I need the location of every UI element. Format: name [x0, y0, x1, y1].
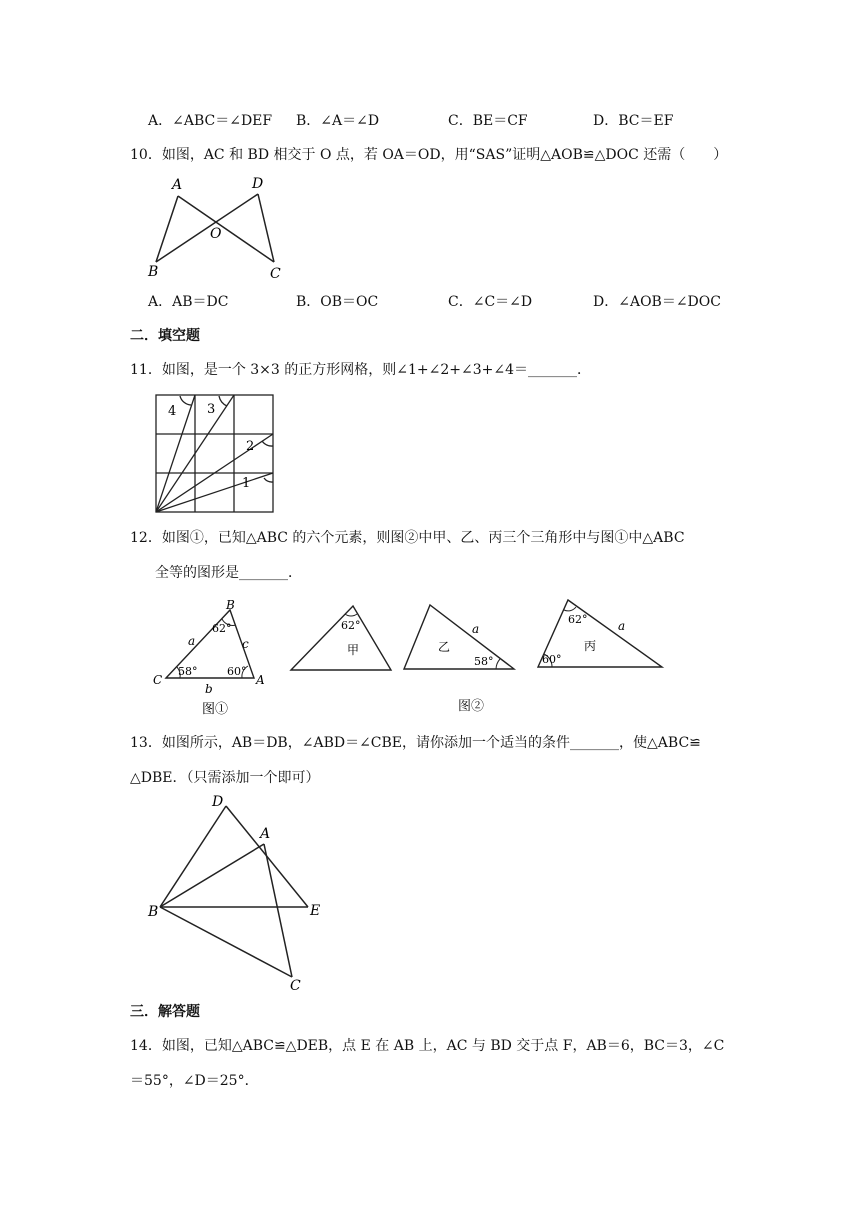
- q11-angle-3: 3: [207, 402, 216, 417]
- q12-figure-1: [150, 598, 270, 718]
- fig1-angle-c: 58°: [178, 665, 198, 678]
- q10-label-b: B: [148, 264, 159, 280]
- fig1-caption: 图①: [202, 702, 229, 717]
- section-3-title: 三．解答题: [130, 1004, 200, 1020]
- q12-triangle-jia: [285, 600, 395, 675]
- fig1-label-c: C: [153, 673, 163, 687]
- bing-name: 丙: [584, 639, 597, 653]
- q10-figure: [140, 172, 300, 282]
- q10-option-a: A．AB＝DC: [148, 294, 229, 310]
- jia-name: 甲: [347, 643, 360, 657]
- q12-triangle-bing: [532, 596, 667, 671]
- yi-name: 乙: [438, 640, 451, 654]
- yi-angle: 58°: [474, 655, 494, 668]
- q10-option-b: B．OB＝OC: [296, 294, 379, 310]
- yi-side-a: a: [472, 622, 480, 636]
- q13-label-a: A: [260, 826, 271, 842]
- fig1-side-c: c: [242, 637, 249, 651]
- q11-angle-4: 4: [168, 404, 177, 419]
- q11-grid-figure: [150, 390, 280, 515]
- q14-stem-line1: 14．如图，已知△ABC≌△DEB，点 E 在 AB 上，AC 与 BD 交于点 F，AB＝6，BC＝3，∠C: [130, 1038, 725, 1054]
- bing-angle-left: 60°: [542, 653, 562, 666]
- q10-stem: 10．如图，AC 和 BD 相交于 O 点，若 OA＝OD，用“SAS”证明△AOB≌△DOC 还需（ ）: [130, 147, 728, 163]
- jia-angle: 62°: [341, 619, 361, 632]
- q9-option-d: D．BC＝EF: [593, 113, 674, 129]
- q10-label-o: O: [210, 226, 222, 242]
- q13-figure: [140, 792, 340, 992]
- q13-label-d: D: [212, 794, 224, 810]
- fig1-label-a: A: [256, 673, 265, 687]
- q11-stem: 11．如图，是一个 3×3 的正方形网格，则∠1+∠2+∠3+∠4＝_______．: [130, 362, 592, 378]
- q13-label-e: E: [310, 903, 321, 919]
- q12-triangle-yi: [398, 598, 518, 673]
- q13-label-b: B: [148, 904, 159, 920]
- q11-angle-2: 2: [246, 439, 255, 454]
- q12-stem-line1: 12．如图①，已知△ABC 的六个元素，则图②中甲、乙、丙三个三角形中与图①中△ABC: [130, 530, 685, 546]
- bing-side-a: a: [618, 619, 626, 633]
- q12-stem-line2: 全等的图形是_______．: [155, 565, 302, 581]
- q11-angle-1: 1: [242, 476, 251, 491]
- q10-label-c: C: [270, 266, 281, 282]
- q10-option-c: C．∠C＝∠D: [448, 294, 533, 310]
- fig1-label-b: B: [226, 598, 235, 612]
- q13-label-c: C: [290, 978, 301, 994]
- fig1-angle-a: 60°: [227, 665, 247, 678]
- q13-stem-line1: 13．如图所示，AB＝DB，∠ABD＝∠CBE，请你添加一个适当的条件_______，使△ABC≌: [130, 735, 701, 751]
- q9-option-c: C．BE＝CF: [448, 113, 528, 129]
- q9-option-b: B．∠A＝∠D: [296, 113, 380, 129]
- q14-stem-line2: ＝55°，∠D＝25°．: [130, 1073, 259, 1089]
- q10-label-a: A: [172, 177, 183, 193]
- section-2-title: 二．填空题: [130, 328, 200, 344]
- bing-angle-top: 62°: [568, 613, 588, 626]
- fig1-angle-b: 62°: [212, 622, 232, 635]
- q13-stem-line2: △DBE．（只需添加一个即可）: [130, 770, 320, 786]
- q10-label-d: D: [252, 176, 264, 192]
- fig1-side-b: b: [205, 682, 213, 696]
- q9-option-a: A．∠ABC＝∠DEF: [148, 113, 273, 129]
- fig2-caption: 图②: [458, 699, 485, 714]
- fig1-side-a: a: [188, 634, 196, 648]
- q10-option-d: D．∠AOB＝∠DOC: [593, 294, 721, 310]
